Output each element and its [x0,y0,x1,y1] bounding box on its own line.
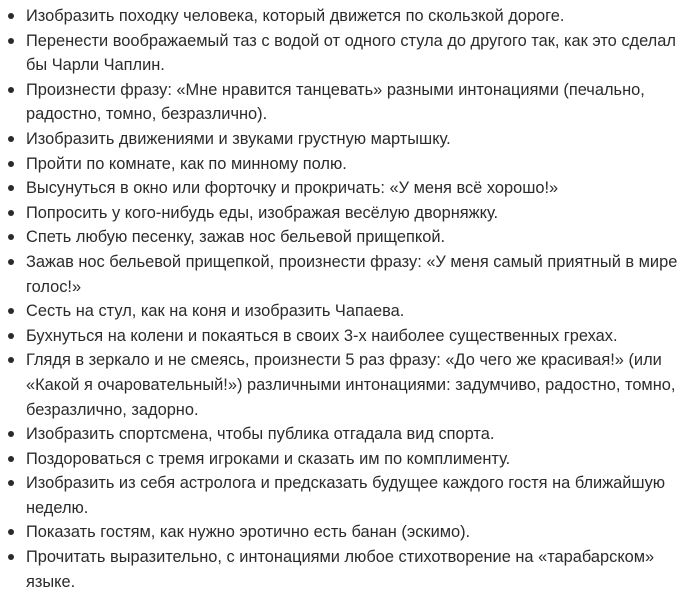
list-item-text: Спеть любую песенку, зажав нос бельевой прищепкой. [26,228,446,247]
list-item-text: Изобразить движениями и звуками грустную мартышку. [26,129,451,148]
list-item-text: Высунуться в окно или форточку и прокричать: «У меня всё хорошо!» [26,179,559,198]
list-item [0,324,690,349]
list-item [0,29,690,78]
bullet-icon [8,529,14,535]
bullet-icon [8,38,14,44]
list-item [0,78,690,127]
bullet-icon [8,456,14,462]
bullet-icon [8,308,14,314]
list-item-text: Показать гостям, как нужно эротично есть банан (эскимо). [26,523,471,542]
bullet-icon [8,87,14,93]
list-item [0,4,690,29]
list-item-text: Бухнуться на колени и покаяться в своих 3-х наиболее существенных грехах. [26,326,618,345]
list-item [0,152,690,177]
task-list [0,4,690,594]
list-item-text: Произнести фразу: «Мне нравится танцевать» разными интонациями (печально, радостно, томно, безразлично). [26,80,645,124]
list-item-text: Зажав нос бельевой прищепкой, произнести фразу: «У меня самый приятный в мире голос!» [26,252,678,296]
list-item-text: Перенести воображаемый таз с водой от одного стула до другого так, как это сделал бы Чарли Чаплин. [26,31,676,75]
bullet-icon [8,554,14,560]
list-item [0,447,690,472]
bullet-icon [8,480,14,486]
list-item [0,176,690,201]
bullet-icon [8,259,14,265]
bullet-icon [8,431,14,437]
list-item [0,225,690,250]
list-item-text: Пройти по комнате, как по минному полю. [26,154,347,173]
bullet-icon [8,161,14,167]
list-item-text: Глядя в зеркало и не смеясь, произнести 5 раз фразу: «До чего же красивая!» (или «Какой я очаровательный!») различными интонациями: задумчиво, радостно, томно, безразлично, задорно. [26,351,676,419]
list-item-text: Поздороваться с тремя игроками и сказать им по комплименту. [26,449,511,468]
list-item-text: Изобразить спортсмена, чтобы публика отгадала вид спорта. [26,425,495,444]
list-item [0,471,690,520]
list-item-text: Изобразить походку человека, который движется по скользкой дороге. [26,7,565,25]
list-item [0,520,690,545]
bullet-icon [8,13,14,19]
bullet-icon [8,136,14,142]
list-item [0,250,690,299]
list-item [0,201,690,226]
list-item-text: Изобразить из себя астролога и предсказать будущее каждого гостя на ближайшую неделю. [26,474,666,517]
list-item-text: Попросить у кого-нибудь еды, изображая весёлую дворняжку. [26,203,499,222]
bullet-icon [8,234,14,240]
list-item-text: Прочитать выразительно, с интонациями любое стихотворение на «тарабарском» языке. [26,548,655,591]
list-item [0,422,690,447]
list-item [0,299,690,324]
list-item [0,127,690,152]
bullet-icon [8,333,14,339]
bullet-icon [8,357,14,363]
list-item [0,545,690,594]
bullet-icon [8,185,14,191]
list-item [0,348,690,422]
list-item-text: Сесть на стул, как на коня и изобразить Чапаева. [26,302,405,321]
bullet-icon [8,210,14,216]
